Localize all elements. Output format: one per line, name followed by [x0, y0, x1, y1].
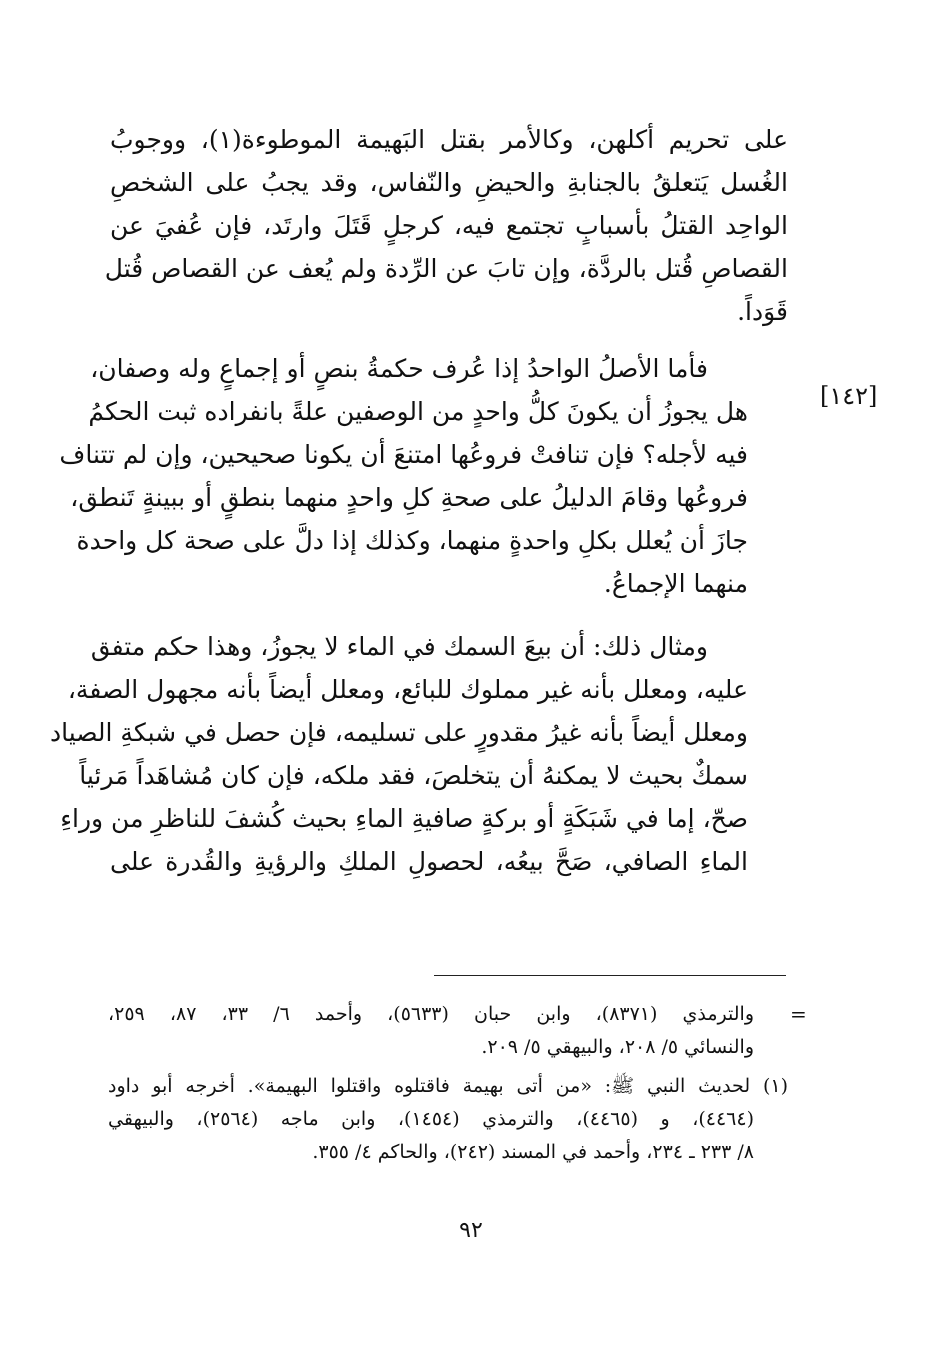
footnote-line: والنسائي ٥/ ٢٠٨، والبيهقي ٥/ ٢٠٩.: [481, 1036, 754, 1058]
text-line: الواحِد القتلُ بأسبابٍ تجتمع فيه، كرجلٍ قَتَلَ وارتَد، فإن عُفيَ عن: [110, 211, 788, 240]
footnote-1: [108, 1070, 788, 1169]
main-text: [49, 118, 788, 883]
text-line: القصاصِ قُتل بالردَّة، وإن تابَ عن الرِّدة ولم يُعف عن القصاص قُتل: [104, 254, 788, 283]
text-line: ومثال ذلك: أن بيعَ السمك في الماء لا يجوزُ، وهذا حكم متفق: [90, 632, 708, 661]
text-line: الغُسل يَتعلقُ بالجنابةِ والحيضِ والنّفاس، وقد يجبُ على الشخصِ: [110, 168, 788, 197]
text-line: فيه لأجله؟ فإن تنافتْ فروعُها امتنعَ أن يكونا صحيحين، وإن لم تتناف: [59, 440, 748, 469]
text-line: سمكٌ بحيث لا يمكنهُ أن يتخلصَ، فقد ملكه، فإن كان مُشاهَداً مَرئياً: [79, 761, 748, 790]
paragraph-2: [59, 347, 788, 605]
paragraph-1: [104, 118, 788, 333]
text-line: ومعلل أيضاً بأنه غيرُ مقدورٍ على تسليمه، فإن حصل في شبكةِ الصياد: [49, 718, 748, 747]
text-line: منهما الإجماعُ.: [603, 569, 748, 598]
margin-section-number: [١٤٢]: [820, 382, 878, 410]
text-line: قَوَداً.: [737, 297, 788, 326]
text-line: عليه، ومعلل بأنه غير مملوك للبائع، ومعلل أيضاً بأنه مجهول الصفة،: [67, 675, 748, 704]
text-line: الماءِ الصافي، صَحَّ بيعُه، لحصولِ الملكِ والرؤيةِ والقُدرة على: [110, 847, 748, 876]
text-line: هل يجوزُ أن يكونَ كلُّ واحدٍ من الوصفين علةً بانفراده ثبت الحكمُ: [88, 397, 748, 426]
footnote-continuation: [108, 998, 788, 1064]
footnote-line: ٨/ ٢٣٣ ـ ٢٣٤، وأحمد في المسند (٢٤٢)، والحاكم ٤/ ٣٥٥.: [312, 1141, 754, 1163]
footnote-line: والترمذي (٨٣٧١)، وابن حبان (٥٦٣٣)، وأحمد ٦/ ٣٣، ٨٧، ٢٥٩،: [108, 1003, 755, 1025]
text-line: فروعُها وقامَ الدليلُ على صحةِ كلِ واحدٍ منهما بنطقٍ أو ببينةٍ تَنطق،: [70, 483, 748, 512]
footnote-separator: [434, 975, 786, 976]
text-line: على تحريم أكلهن، وكالأمر بقتل البَهيمة الموطوءة(١)، ووجوبُ: [110, 125, 788, 154]
footnote-line: (١) لحديث النبي ﷺ: «من أتى بهيمة فاقتلوه واقتلوا البهيمة». أخرجه أبو داود: [108, 1075, 788, 1097]
text-line: فأما الأصلُ الواحدُ إذا عُرف حكمةُ بنصٍ أو إجماعٍ وله وصفان،: [90, 354, 708, 383]
text-line: جازَ أن يُعلل بكلِ واحدةٍ منهما، وكذلك إذا دلَّ على صحة كل واحدة: [76, 526, 748, 555]
footnote-continuation-mark: =: [790, 1002, 807, 1026]
text-line: صحّ، إما في شَبَكَةٍ أو بركةٍ صافيةِ الماءِ بحيث كُشفَ للناظرِ من وراءِ: [60, 804, 748, 833]
paragraph-3: [49, 625, 788, 883]
footnote-line: (٤٤٦٤)، و (٤٤٦٥)، والترمذي (١٤٥٤)، وابن ماجه (٢٥٦٤)، والبيهقي: [108, 1108, 754, 1130]
footnotes: [108, 998, 788, 1169]
page-number: ٩٢: [459, 1218, 483, 1243]
